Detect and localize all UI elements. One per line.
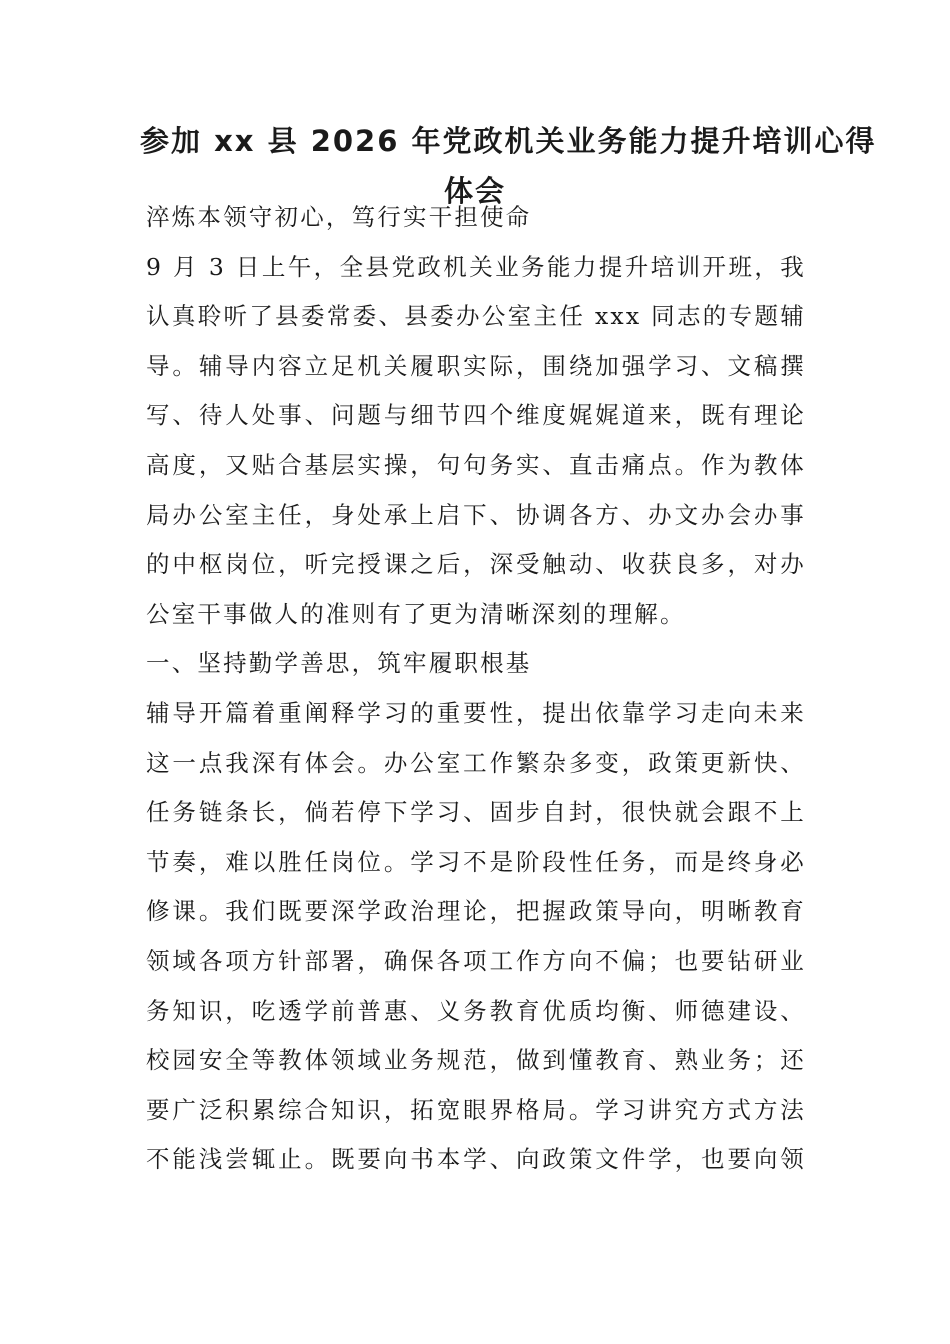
paragraph-line: 局办公室主任，身处承上启下、协调各方、办文办会办事 xyxy=(146,500,806,529)
paragraph-line: 节奏，难以胜任岗位。学习不是阶段性任务，而是终身必 xyxy=(146,847,806,876)
paragraph-line: 写、待人处事、问题与细节四个维度娓娓道来，既有理论 xyxy=(146,401,806,430)
paragraph-line: 的中枢岗位，听完授课之后，深受触动、收获良多，对办 xyxy=(146,550,806,579)
paragraph-line: 导。辅导内容立足机关履职实际，围绕加强学习、文稿撰 xyxy=(146,351,806,380)
title-line-1: 参加 xx 县 2026 年党政机关业务能力提升培训心得 xyxy=(140,124,877,158)
paragraph-line: 修课。我们既要深学政治理论，把握政策导向，明晰教育 xyxy=(146,897,806,926)
document-body xyxy=(146,193,806,1185)
paragraph-line: 认真聆听了县委常委、县委办公室主任 xxx 同志的专题辅 xyxy=(146,302,806,331)
section-heading: 一、坚持勤学善思，筑牢履职根基 xyxy=(146,649,532,678)
paragraph-line: 要广泛积累综合知识，拓宽眼界格局。学习讲究方式方法 xyxy=(146,1095,806,1124)
paragraph-line: 不能浅尝辄止。既要向书本学、向政策文件学，也要向领 xyxy=(146,1145,806,1174)
title-line-2: 体会 xyxy=(443,173,506,208)
subtitle-line: 淬炼本领守初心，笃行实干担使命 xyxy=(146,203,532,231)
paragraph-line: 高度，又贴合基层实操，句句务实、直击痛点。作为教体 xyxy=(146,450,806,479)
paragraph-line: 公室干事做人的准则有了更为清晰深刻的理解。 xyxy=(146,599,686,628)
paragraph-line: 这一点我深有体会。办公室工作繁杂多变，政策更新快、 xyxy=(146,748,806,777)
paragraph-line: 务知识，吃透学前普惠、义务教育优质均衡、师德建设、 xyxy=(146,996,806,1025)
paragraph-line: 领域各项方针部署，确保各项工作方向不偏；也要钻研业 xyxy=(146,946,806,975)
paragraph-line: 辅导开篇着重阐释学习的重要性，提出依靠学习走向未来 xyxy=(146,698,806,727)
paragraph-line: 校园安全等教体领域业务规范，做到懂教育、熟业务；还 xyxy=(146,1046,806,1075)
paragraph-line: 任务链条长，倘若停下学习、固步自封，很快就会跟不上 xyxy=(146,798,806,827)
paragraph-line: 9 月 3 日上午，全县党政机关业务能力提升培训开班，我 xyxy=(146,252,806,281)
